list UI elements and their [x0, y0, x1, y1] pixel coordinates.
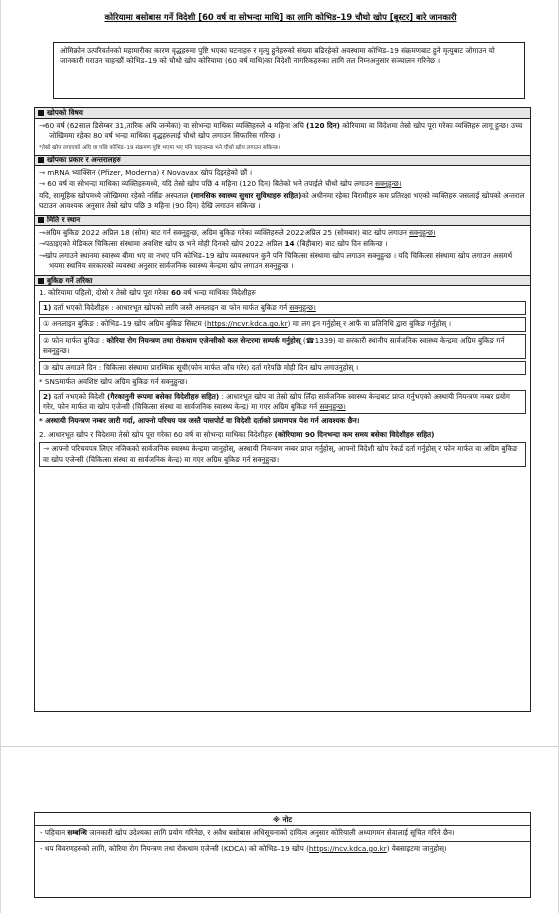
schedule-residual-bold: 14	[284, 239, 295, 249]
vaccine-interval-text: ⊸ 60 वर्ष वा सोभन्दा माथिका व्यक्तिहरुमध्ये, यदि तेस्रो खोप पछि 4 महिना (120 दिन) बितेको भने तपाईले चौथो खोप लगाउन	[39, 179, 376, 189]
note-box	[34, 812, 531, 898]
schedule-booking-text: ⊸अग्रिम बुकिङ 2022 अप्रिल 18 (सोम) बाट गर्न सक्नुहुन्छ, अग्रिम बुकिङ गरेका व्यक्तिहरुले 2022अप्रिल 25 (सोमबार) बाट खोप लगाउन	[39, 227, 410, 237]
section-heading-booking	[35, 275, 530, 286]
booking-registered-underlined: सक्नुहुन्छ।	[289, 302, 316, 312]
booking-unregistered-num: 2)	[43, 391, 52, 401]
booking-abroad-box: ⊸ आफ्नो परिचयपत्र लिएर नजिकको सार्वजनिक स्वास्थ्य केन्द्रमा जानुहोस्, अस्थायी नियन्त्रण नम्बर प्राप्त गर्नुहोस्, आफ्नो विदेशी खोप रेकर्ड दर्ता गर्नुहोस् र फोन मार्फत वा अग्रिम बुकिङ वा खोप एजेन्सी (चिकित्सा संस्था वा सार्वजनिक केन्द्र) मा गएर अग्रिम बुकिङ गर्न सक्नुहुन्छ।	[39, 442, 526, 467]
section-heading-text: खोपको विषय	[47, 107, 83, 117]
section-heading-vaccine	[35, 155, 530, 166]
note-website-link[interactable]: https://ncv.kdca.go.kr	[308, 843, 387, 853]
square-bullet-icon	[38, 278, 44, 284]
booking-unregistered-box	[39, 390, 526, 415]
vaccine-types-line: ⊸ mRNA भ्याक्सिन (Pfizer, Moderna) र Novavax खोप दिइरहेको छौं ।	[39, 167, 253, 177]
booking-p1-a: 1. कोरियामा पहिलो, दोस्रो र तेस्रो खोप पूरा गरेका	[39, 288, 171, 298]
booking-unregistered-bold: (गैरकानुनी रूपमा बसेका विदेशीहरु सहित)	[107, 391, 220, 401]
booking-day-b: (फोन मार्फत जाँच गरेर)	[187, 362, 250, 372]
booking-p1-c: वर्ष भन्दा माथिका विदेशीहरु	[180, 288, 256, 298]
booking-phone-c: (☎1339) वा सरकारी स्थानीय सार्वजनिक स्वास्थ्य केन्द्रमा अग्रिम बुकिङ गर्न सक्नुहुन्छ।	[43, 335, 505, 356]
section-body-vaccine	[35, 166, 530, 215]
section-heading-schedule	[35, 215, 530, 226]
target-footnote: *तेस्रो खोप लगाएको अघि वा पछि कोभिड–19 संक्रमण पुष्टि भएमा भए पनि चाहन्छन्छ भने चौथो खोप लगाउन सकिन्छ।	[39, 144, 281, 151]
note-website-b: ) वेबसाइटमा जानुहोस्।	[386, 843, 447, 853]
section-body-target	[35, 119, 530, 155]
booking-p2-heading	[39, 430, 526, 440]
schedule-residual-c: (बिहीबार) बाट खोप दिन सकिन्छ ।	[294, 239, 388, 249]
section-body-booking	[35, 286, 530, 472]
booking-online-box	[39, 317, 526, 331]
section-heading-target	[35, 108, 530, 119]
vaccine-exception-a: यदि, सामूहिक खोपमध्ये जोखिममा रहेको नर्सिङ अस्पताल	[39, 190, 191, 200]
booking-unregistered-a: दर्ता नभएको विदेशी	[51, 391, 108, 401]
booking-registered-num: 1)	[43, 302, 52, 312]
vaccine-exception-c: को अधीनमा रहेका विरामीहरु कम प्रतिरक्षा भएको व्यक्तिहरु जसलाई खोपको अन्तराल घटाउन आवश्यक अनुसार तेस्रो खोप पछि 3 महिना (90 दिन) देखि लगाउन सकिन्छ ।	[39, 190, 525, 211]
target-text-c: कोरियामा वा विदेशमा तेस्रो खोप पूरा गरेका व्यक्तिहरु लागू हुन्छ। उच्च जोखिममा रहेका 80 वर्ष भन्दा माथिका वृद्धहरुलाई चौथो खोप लगाउन सिफारिस गरिन्छ ।	[49, 121, 523, 141]
booking-sns-note: * SNSमार्फत अवशिष्ट खोप अग्रिम बुकिङ गर्न सक्नुहुन्छ।	[39, 377, 188, 387]
vaccine-exception-line	[39, 191, 526, 212]
section-body-schedule	[35, 226, 530, 276]
target-text-bold: (120 दिन)	[306, 121, 340, 130]
main-info-box	[34, 107, 531, 712]
booking-registered-text: दर्ता भएको विदेशीहरु : आधारभूत खोपको लागि जस्तै अनलाइन वा फोन मार्फत बुकिङ गर्न	[51, 302, 290, 312]
note-privacy-line	[35, 825, 530, 840]
note-privacy-c: जानकारी खोप उदेश्यका लागि प्रयोग गरिनेछ, र अवैध बसोबास अधिसूचनाको दायित्व अनुसार कोरियाली अध्यागमन सेवालाई सूचित गरिने छैन।	[86, 828, 455, 838]
booking-temp-number-note: * अस्थायी नियन्त्रण नम्बर जारी गर्दा, आफ्नो परिचय पत्र जस्तै पासपोर्ट वा विदेशी दर्ताको प्रमाणपत्र पेश गर्न आवश्यक छैन।	[39, 416, 360, 426]
note-website-a: - थप विवरणहरुको लागि, कोरिया रोग नियन्त्रण तथा रोकथाम एजेन्सी (KDCA) को कोभिड–19 खोप (	[40, 843, 309, 853]
schedule-booking-line	[39, 228, 526, 238]
note-privacy-bold: सम्बन्धि	[67, 828, 87, 838]
booking-p2-bold: (कोरियामा 90 दिनभन्दा कम समय बसेका विदेशीहरु सहित)	[274, 429, 435, 439]
booking-p2-a: 2. आधारभूत खोप र विदेशमा तेस्रो खोप पूरा गरेका 60 वर्ष वा सोभन्दा माथिका विदेशीहरु	[39, 429, 275, 439]
intro-box	[53, 42, 525, 99]
booking-p1-bold: 60	[170, 288, 181, 298]
booking-registered-box	[39, 301, 526, 315]
section-heading-text: खोपका प्रकार र अन्तरालहरु	[47, 155, 121, 165]
square-bullet-icon	[38, 110, 44, 116]
target-text-a: ⊸60 वर्ष (62साल डिसेम्बर 31,तारिक अघि जन्मेका) वा सोभन्दा माथिका व्यक्तिहरुले 4 महिना अघि	[39, 121, 307, 130]
booking-p1	[39, 288, 526, 298]
vaccine-interval-underlined: सक्नुहुन्छ।	[375, 179, 402, 189]
vaccine-exception-bold: (मानसिक स्वास्थ्य सुधार सुविधाहरु सहित)	[190, 190, 302, 200]
booking-phone-bold: कोरिया रोग नियन्त्रण तथा रोकथाम एजेन्सीको कल सेन्टरमा सम्पर्क गर्नुहोस्	[106, 335, 301, 345]
schedule-booking-underlined: सक्नुहुन्छ।	[409, 227, 436, 237]
vaccine-interval-line	[39, 179, 526, 189]
booking-online-link[interactable]: https://ncvr.kdca.go.kr	[206, 319, 288, 329]
square-bullet-icon	[38, 217, 44, 223]
booking-day-a: ③ खोप लगाउने दिन : चिकित्सा संस्थामा प्रारम्भिक सूची	[43, 362, 188, 372]
section-heading-text: बुकिङ गर्ने तरिका	[47, 275, 93, 285]
booking-unregistered-d: : आधारभूत खोप वा तेस्रो खोप लिँदा सार्वजनिक स्वास्थ्य केन्द्रबाट प्राप्त गर्नुभएको अस्थायी नियन्त्रण नम्बर प्रयोग गरेर, फोन मार्फत वा खोप एजेन्सी (चिकित्सा संस्था वा सार्वजनिक स्वास्थ्य केन्द्र) मा गएर अग्रिम बुकिङ गर्न	[43, 391, 510, 411]
schedule-location-line: ⊸खोप लगाउने स्थानमा स्वास्थ्य बीमा भए वा नभए पनि कोभिड–19 खोप व्यवस्थापन कुनै पनि चिकित्सा संस्थामा खोप लगाउन सक्नुहुन्छ । यदि चिकित्सा संस्थामा खोप लगाउन असमर्थ भयमा स्थानिय सरकारको व्यवस्था अनुसार सार्वजनिक स्वास्थ्य केन्द्रमा खोप लगाउन सक्नुहुन्छ ।	[39, 250, 513, 271]
page-title: कोरियामा बसोबास गर्ने विदेशी [60 वर्ष वा सोभन्दा माथि] का लागि कोभिड–19 चौथो खोप [बूस्टर] बारे जानकारी	[104, 12, 457, 22]
section-heading-text: मिति र स्थान	[47, 215, 81, 225]
booking-online-a: ① अनलाइन बुकिङ : कोभिड–19 खोप अग्रिम बुकिङ सिस्टम (	[43, 319, 207, 329]
note-title: ※ नोट	[273, 815, 292, 824]
booking-phone-a: ② फोन मार्फत बुकिङ :	[43, 335, 107, 345]
booking-online-b: ) मा लग इन गर्नुहोस् र आफैं वा प्रतिनिधि द्वारा बुकिङ गर्नुहोस् ।	[287, 319, 452, 329]
booking-phone-box	[39, 334, 526, 359]
schedule-residual-a: ⊸पठाइएको मेडिकल चिकित्सा संस्थामा अवशिष्ट खोप छ भने मोही दिनको खोप 2022 अप्रिल	[39, 239, 285, 249]
note-website-line	[35, 841, 530, 856]
booking-day-c: दर्ता गरेपछि मोही दिन खोप लगाउनुहोस् ।	[249, 362, 359, 372]
square-bullet-icon	[38, 157, 44, 163]
schedule-residual-line	[39, 239, 526, 249]
booking-day-box	[39, 361, 526, 375]
booking-unregistered-underlined: सक्नुहुन्छ।	[319, 401, 346, 411]
intro-text: ओमिक्रोन उत्परिवर्तनको महामारीका कारण वृद्धहरुमा पुष्टि भएका घटनाहरु र मृत्यु हुनेहरुको संख्या बढिरहेको अवस्थामा कोभिड–19 संक्रमणबाट हुने मृत्युबाट जोगाउन यो जानकारी गराउन चाहन्छौं कोभिड–19 को चौथो खोप कोरियामा (60 वर्ष माथि)का विदेशी नागरिकहरुका लागि तल निम्नअनुसार सञ्चालन गरिनेछ ।	[60, 46, 495, 66]
note-privacy-a: - पहिचान	[40, 828, 68, 838]
target-line	[39, 121, 526, 142]
